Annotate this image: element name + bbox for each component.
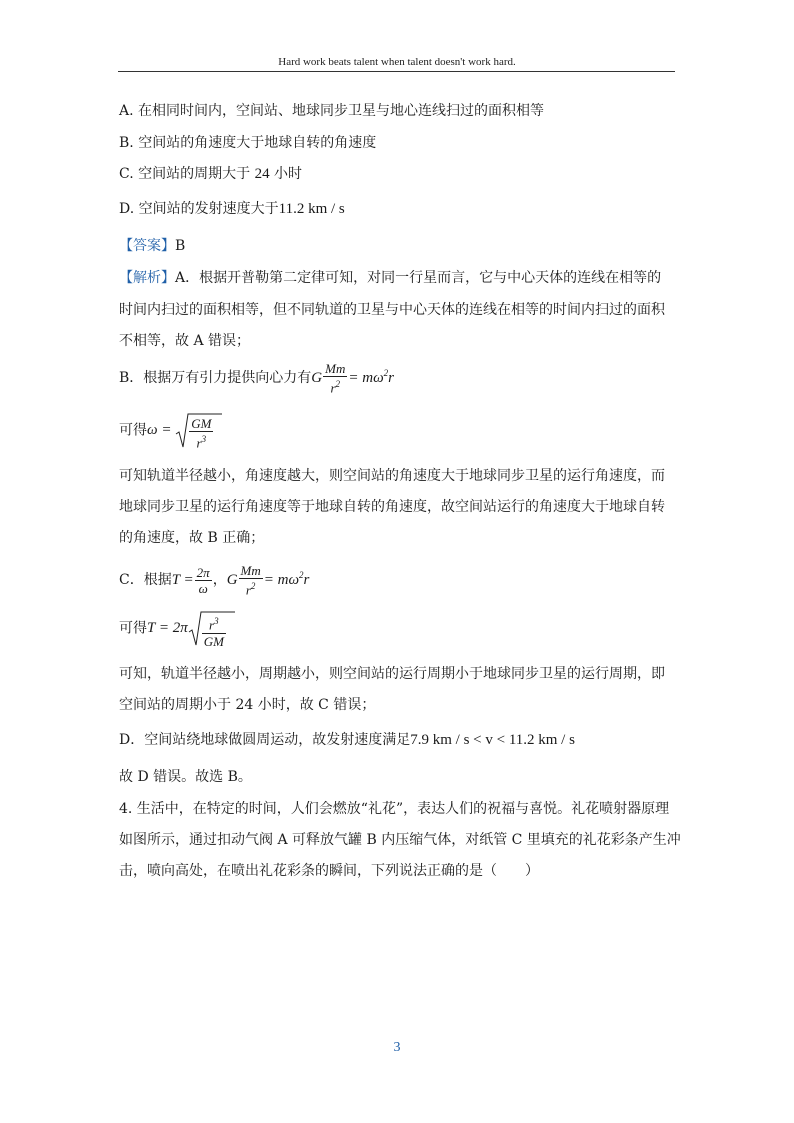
- analysis-tag: 【解析】: [119, 270, 175, 286]
- formula-omega: ω = $\frac{GM}{r^3}$: [147, 422, 223, 438]
- analysis-line-1: [119, 268, 661, 288]
- answer-line: [119, 236, 185, 256]
- analysis-line-14: 故 D 错误。故选 B。: [119, 769, 252, 785]
- analysis-line-6: 可知轨道半径越小，角速度越大，则空间站的角速度大于地球同步卫星的运行角速度，而: [119, 468, 665, 484]
- option-c-text: C. 空间站的周期大于: [119, 166, 255, 182]
- analysis-line-2: 时间内扫过的面积相等，但不同轨道的卫星与中心天体的连线在相等的时间内扫过的面积: [119, 302, 665, 318]
- analysis-line-12: 空间站的周期小于 24 小时，故 C 错误；: [119, 697, 376, 713]
- option-c-number: 24: [254, 166, 270, 182]
- analysis-line-10: [119, 610, 236, 648]
- option-a: A. 在相同时间内，空间站、地球同步卫星与地心连线扫过的面积相等: [119, 103, 545, 119]
- analysis-text-9: C．根据: [119, 572, 172, 588]
- analysis-text-13: D．空间站绕地球做圆周运动，故发射速度满足: [119, 732, 411, 748]
- sqrt-symbol: $\frac{GM}{r^3}$: [175, 412, 223, 450]
- question-4-line-3: 击，喷向高处，在喷出礼花彩条的瞬间，下列说法正确的是（ ）: [119, 863, 539, 879]
- velocity-range: 7.9 km / s < v < 11.2 km / s: [410, 732, 575, 748]
- analysis-line-13: [119, 730, 575, 750]
- analysis-line-3: 不相等，故 A 错误；: [119, 333, 251, 349]
- analysis-line-8: 的角速度，故 B 正确；: [119, 530, 265, 546]
- analysis-line-7: 地球同步卫星的运行角速度等于地球自转的角速度，故空间站运行的角速度大于地球自转: [119, 499, 665, 515]
- page-number: 3: [393, 1040, 401, 1055]
- page-header-motto: Hard work beats talent when talent doesn't work hard.: [278, 56, 516, 68]
- option-d-value: 11.2 km / s: [278, 201, 345, 217]
- option-c-unit: 小时: [269, 166, 303, 182]
- analysis-text-5: 可得: [119, 422, 147, 439]
- analysis-line-9: C．根据T = $\frac{2\pi}{\omega}$ ，G $\frac{Mm}{r^2}$ = $m\omega^2r$: [119, 563, 310, 598]
- question-4-line-2: 如图所示，通过扣动气阀 A 可释放气罐 B 内压缩气体，对纸管 C 里填充的礼花彩条产生冲: [119, 832, 681, 848]
- answer-value: B: [175, 238, 186, 254]
- analysis-line-11: 可知，轨道半径越小，周期越小，则空间站的运行周期小于地球同步卫星的运行周期，即: [119, 666, 665, 682]
- option-b: B. 空间站的角速度大于地球自转的角速度: [119, 135, 377, 151]
- formula-period: T = $\frac{2\pi}{\omega}$: [171, 565, 210, 597]
- option-d: [119, 199, 345, 219]
- analysis-text-1: A．根据开普勒第二定律可知，对同一行星而言，它与中心天体的连线在相等的: [175, 270, 662, 286]
- option-d-text: D. 空间站的发射速度大于: [119, 201, 279, 217]
- formula-T: T = 2π $\frac{r^3}{GM}$: [147, 620, 236, 636]
- analysis-line-4: [119, 358, 394, 396]
- answer-tag: 【答案】: [119, 238, 175, 254]
- formula-gravity-2: G $\frac{Mm}{r^2}$ = $m\omega^2r$: [226, 563, 310, 598]
- analysis-text-4: B．根据万有引力提供向心力有: [119, 370, 312, 386]
- formula-gravity: G $\frac{Mm}{r^2}$ = $m\omega^2r$: [311, 361, 394, 396]
- option-c: [119, 164, 302, 184]
- header-divider: [118, 71, 675, 72]
- sqrt-symbol-2: $\frac{r^3}{GM}$: [188, 610, 236, 648]
- question-4-line-1: 4. 生活中，在特定的时间，人们会燃放“礼花”，表达人们的祝福与喜悦。礼花喷射器原理: [119, 801, 670, 817]
- analysis-line-5: [119, 412, 223, 450]
- analysis-text-10: 可得: [119, 620, 147, 637]
